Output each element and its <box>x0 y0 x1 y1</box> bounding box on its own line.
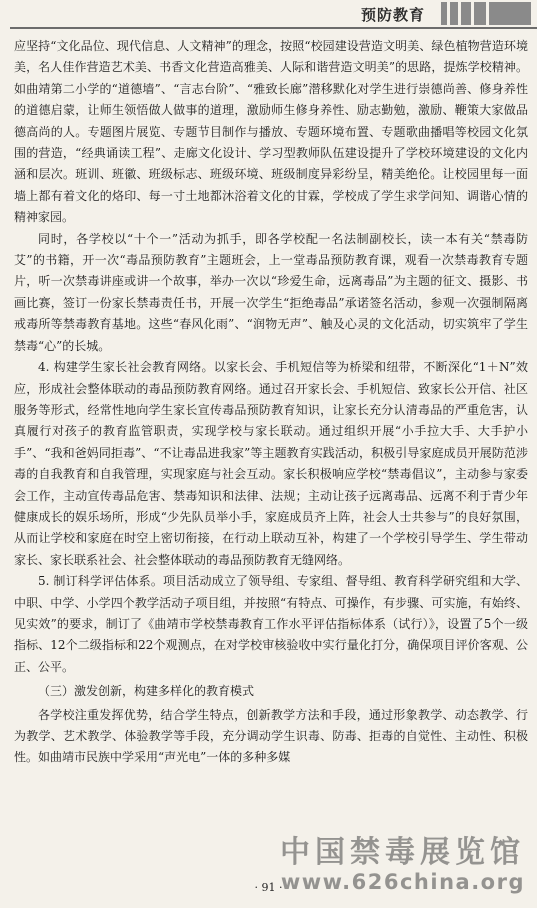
paragraph-evaluation-system: 5. 制订科学评估体系。项目活动成立了领导组、专家组、督导组、教育科学研究组和大学、中职、中学、小学四个教学活动子项目组，并按照“有特点、可操作，有步骤、可实施，有始终、见实效”的要求，制订了《曲靖市学校禁毒教育工作水平评估指标体系（试行）》，设置了5个一级指标、12个二级指标和22个观测点，在对学校审核验收中实行量化打分，确保项目评价客观、公正、公平。 <box>14 574 528 674</box>
paragraph-campus-culture: 应坚持“文化品位、现代信息、人文精神”的理念，按照“校园建设营造文明美、绿色植物营造环境美，名人佳作营造艺术美、书香文化营造高雅美、人际和谐营造文明美”的思路，提炼学校精神。如曲靖第二小学的“道德墙”、“言志台阶”、“雅致长廊”潜移默化对学生进行崇德尚善、修身养性的道德启蒙，让师生领悟做人做事的道理，激励师生修身养性、励志勤勉，激励、鞭策大家做品德高尚的人。专题图片展览、专题节目制作与播放、专题环境布置、专题歌曲播唱等校园文化氛围的营造，“经典诵读工程”、走廊文化设计、学习型教师队伍建设提升了学校环境建设的文化内涵和层次。班训、班徽、班级标志、班级环境、班级制度异彩纷呈，精美绝伦。让校园里每一面墙上都有着文化的烙印、每一寸土地都沐浴着文化的甘霖，学校成了学生求学问知、调谐心情的精神家园。 <box>14 39 528 225</box>
paragraph-teaching-methods: 各学校注重发挥优势，结合学生特点，创新教学方法和手段，通过形象教学、动态教学、行为教学、艺术教学、体验教学等手段，充分调动学生识毒、防毒、拒毒的自觉性、主动性、积极性。如曲靖市民族中学采用“声光电”一体的多种多媒 <box>14 707 528 765</box>
section-title: 预防教育 <box>360 6 425 24</box>
article-body <box>14 36 528 769</box>
watermark-site-name: 中国禁毒展览馆 <box>280 835 525 870</box>
header-decorative-bars <box>441 2 531 25</box>
header-rule <box>10 27 537 29</box>
paragraph-parent-network: 4. 构建学生家长社会教育网络。以家长会、手机短信等为桥梁和纽带，不断深化“1＋N”效应，形成社会整体联动的毒品预防教育网络。通过召开家长会、手机短信、致家长公开信、社区服务等形式，经常性地向学生家长宣传毒品预防教育知识，让家长充分认清毒品的严重危害，认真履行对孩子的教育监管职责，实现学校与家长联动。通过组织开展“小手拉大手、大手护小手”、“我和爸妈同拒毒”、“不让毒品进我家”等主题教育实践活动，积极引导家庭成员开展防范涉毒的自我教育和自我管理，实现家庭与社会互动。家长积极响应学校“禁毒倡议”，主动参与家委会工作，主动宣传毒品危害、禁毒知识和法律、法规；主动让孩子远离毒品、远离不利于青少年健康成长的娱乐场所，形成“少先队员举小手，家庭成员齐上阵，社会人士共参与”的良好氛围，从而让学校和家庭在时空上密切衔接，在行动上联动互补，构建了一个学校引导学生、学生带动家长、家长联系社会、社会整体联动的毒品预防教育无缝网络。 <box>14 360 528 567</box>
watermark-url: www.626china.org <box>280 870 525 894</box>
paragraph-ten-activities: 同时，各学校以“十个一”活动为抓手，即各学校配一名法制副校长，读一本有关“禁毒防艾”的书籍，开一次“毒品预防教育”主题班会，上一堂毒品预防教育课，观看一次禁毒教育专题片，听一次禁毒讲座或讲一个故事，举办一次以“珍爱生命，远离毒品”为主题的征文、摄影、书画比赛，签订一份家长禁毒责任书，开展一次学生“拒绝毒品”承诺签名活动，参观一次强制隔离戒毒所等禁毒教育基地。这些“春风化雨”、“润物无声”、触及心灵的文化活动，切实筑牢了学生禁毒“心”的长城。 <box>14 231 528 353</box>
page-header <box>0 0 537 30</box>
page-number: · 91 · <box>254 881 283 894</box>
section-subheading: （三）激发创新，构建多样化的教育模式 <box>38 684 255 699</box>
